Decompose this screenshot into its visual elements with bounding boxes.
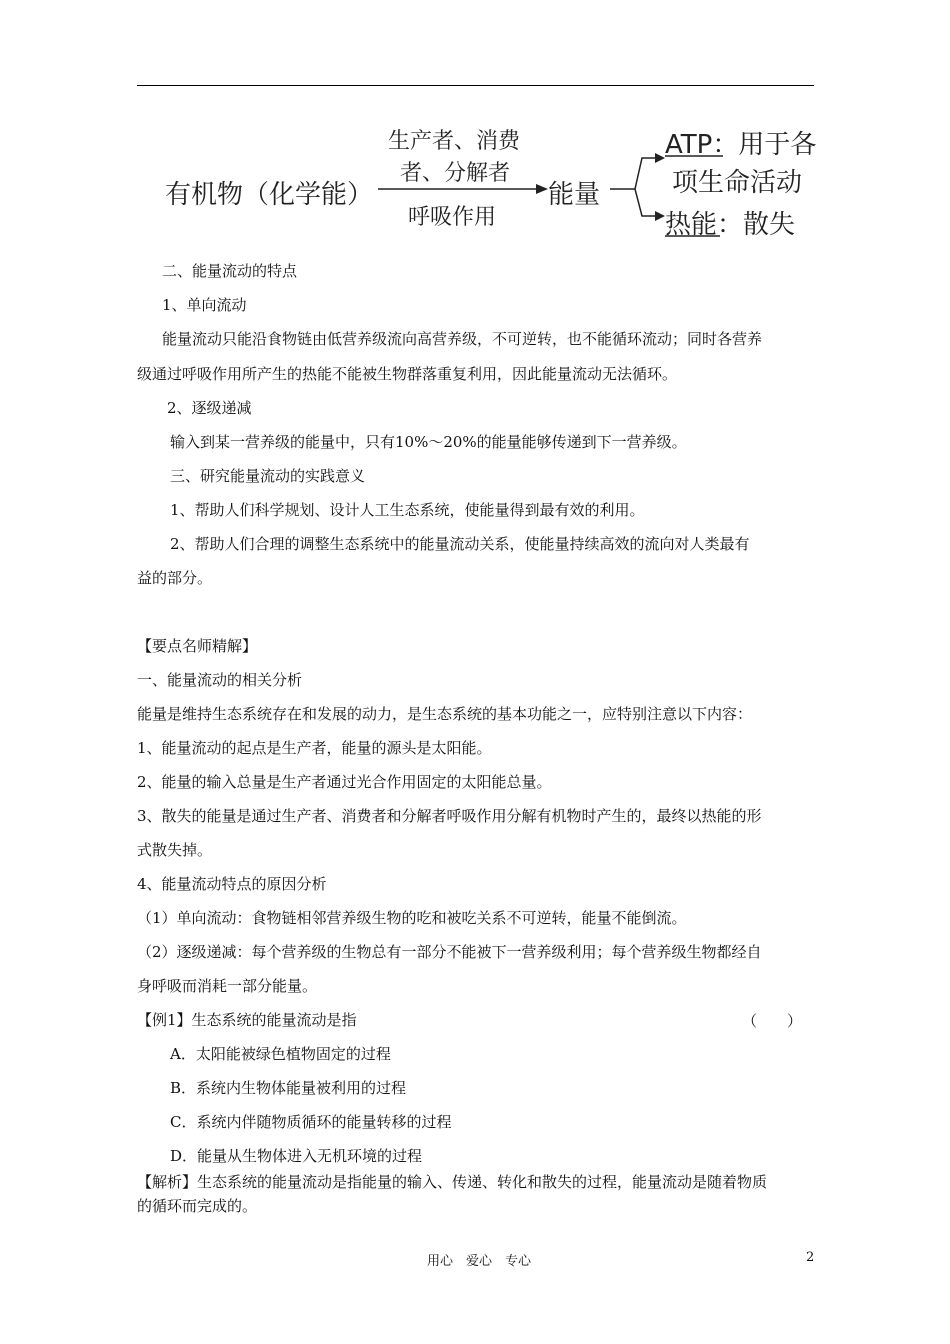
paragraph-line: 能量流动只能沿食物链由低营养级流向高营养级，不可逆转，也不能循环流动；同时各营养	[162, 330, 763, 348]
diagram-branch1-line1: ATP：用于各	[665, 130, 817, 160]
option-d: D．能量从生物体进入无机环境的过程	[170, 1147, 423, 1165]
example-question: 【例1】生态系统的能量流动是指	[137, 1011, 357, 1029]
paragraph-line: 输入到某一营养级的能量中，只有10%～20%的能量能够传递到下一营养级。	[170, 433, 687, 451]
option-b: B．系统内生物体能量被利用的过程	[170, 1079, 407, 1097]
diagram-middle: 能量	[548, 180, 601, 210]
list-item: （1）单向流动：食物链相邻营养级生物的吃和被吃关系不可逆转，能量不能倒流。	[137, 909, 687, 927]
diagram-above-arrow-line2: 者、分解者	[400, 161, 511, 186]
main-arrowhead-icon	[536, 184, 548, 194]
answer-blank: （ ）	[742, 1012, 803, 1030]
paragraph-line: 身呼吸而消耗一部分能量。	[137, 977, 318, 995]
option-c: C．系统内伴随物质循环的能量转移的过程	[170, 1113, 452, 1131]
explanation-line: 【解析】生态系统的能量流动是指能量的输入、传递、转化和散失的过程，能量流动是随着物质	[137, 1173, 768, 1191]
page-number: 2	[806, 1250, 815, 1265]
diagram-branch1-line2: 项生命活动	[672, 168, 803, 198]
header-rule	[137, 85, 814, 86]
subheading-2: 2、逐级递减	[167, 399, 252, 417]
list-item: 1、能量流动的起点是生产者，能量的源头是太阳能。	[137, 739, 492, 757]
analysis-heading: 一、能量流动的相关分析	[137, 671, 303, 689]
energy-flow-diagram	[160, 118, 840, 248]
option-a: A．太阳能被绿色植物固定的过程	[170, 1045, 391, 1063]
diagram-arrows	[160, 118, 840, 248]
list-item: 4、能量流动特点的原因分析	[137, 875, 327, 893]
paragraph-line: 级通过呼吸作用所产生的热能不能被生物群落重复利用，因此能量流动无法循环。	[137, 365, 678, 383]
paragraph-line: 益的部分。	[137, 569, 213, 587]
footer-motto: 用心 爱心 专心	[427, 1254, 532, 1269]
list-item: （2）逐级递减：每个营养级的生物总有一部分不能被下一营养级利用；每个营养级生物都经自	[137, 943, 762, 961]
list-item: 3、散失的能量是通过生产者、消费者和分解者呼吸作用分解有机物时产生的，最终以热能的形	[137, 807, 762, 825]
diagram-branch2: 热能：散失	[665, 210, 796, 240]
section-heading-2: 二、能量流动的特点	[162, 262, 298, 280]
section-heading-3: 三、研究能量流动的实践意义	[170, 467, 366, 485]
diagram-below-arrow: 呼吸作用	[408, 205, 497, 230]
paragraph-line: 能量是维持生态系统存在和发展的动力，是生态系统的基本功能之一，应特别注意以下内容：	[137, 705, 753, 723]
diagram-above-arrow-line1: 生产者、消费	[388, 129, 521, 154]
subheading-1: 1、单向流动	[162, 296, 247, 314]
list-item: 2、能量的输入总量是生产者通过光合作用固定的太阳能总量。	[137, 773, 552, 791]
paragraph-line: 式散失掉。	[137, 841, 213, 859]
paragraph-line: 2、帮助人们合理的调整生态系统中的能量流动关系，使能量持续高效的流向对人类最有	[170, 535, 750, 553]
paragraph-line: 1、帮助人们科学规划、设计人工生态系统，使能量得到最有效的利用。	[170, 501, 645, 519]
explanation-line: 的循环而完成的。	[137, 1197, 258, 1215]
key-points-heading: 【要点名师精解】	[137, 637, 258, 655]
branch1-arrowhead-icon	[655, 153, 665, 163]
branch2-arrowhead-icon	[655, 211, 665, 221]
diagram-source: 有机物（化学能）	[165, 180, 374, 210]
